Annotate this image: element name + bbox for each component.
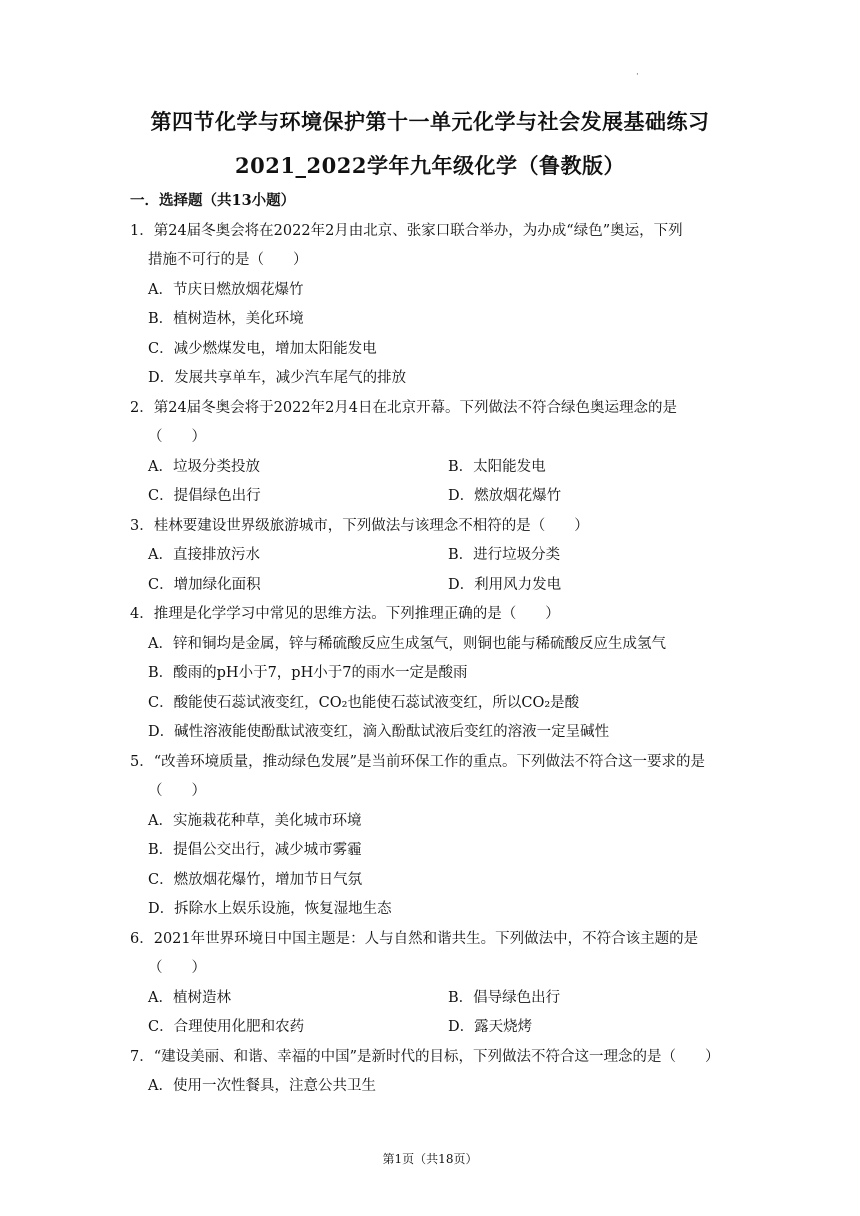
q1-option-d: D．发展共享单车，减少汽车尾气的排放 [148,370,407,386]
question-3-line-1: 3．桂林要建设世界级旅游城市，下列做法与该理念不相符的是（ ） [130,518,589,534]
question-5-line-2: （ ） [148,783,206,799]
q3-option-c: C．增加绿化面积 [148,577,261,593]
q5-option-c: C．燃放烟花爆竹，增加节日气氛 [148,872,363,888]
title-line-1: 第四节化学与环境保护第十一单元化学与社会发展基础练习 [150,109,710,134]
title-line-2: 2021_2022学年九年级化学（鲁教版） [235,153,625,178]
question-6-line-2: （ ） [148,960,206,976]
q4-option-a: A．锌和铜均是金属，锌与稀硫酸反应生成氢气，则铜也能与稀硫酸反应生成氢气 [148,636,666,652]
q2-option-c: C．提倡绿色出行 [148,488,261,504]
q6-option-d: D．露天烧烤 [448,1019,533,1035]
q1-option-b: B．植树造林，美化环境 [148,311,304,327]
section-heading: 一．选择题（共13小题） [130,192,296,209]
q5-option-d: D．拆除水上娱乐设施，恢复湿地生态 [148,901,392,917]
q7-option-a: A．使用一次性餐具，注意公共卫生 [148,1078,376,1094]
question-7-line-1: 7．“建设美丽、和谐、幸福的中国”是新时代的目标，下列做法不符合这一理念的是（ ） [130,1049,720,1065]
page-footer: 第1页（共18页） [382,1152,478,1166]
q6-option-c: C．合理使用化肥和农药 [148,1019,305,1035]
q6-option-a: A．植树造林 [148,990,231,1006]
q4-option-d: D．碱性溶液能使酚酞试液变红，滴入酚酞试液后变红的溶液一定呈碱性 [148,724,610,740]
q2-option-a: A．垃圾分类投放 [148,459,260,475]
q4-option-b: B．酸雨的pH小于7，pH小于7的雨水一定是酸雨 [148,665,468,681]
q6-option-b: B．倡导绿色出行 [448,990,561,1006]
q2-option-b: B．太阳能发电 [448,459,546,475]
q1-option-a: A．节庆日燃放烟花爆竹 [148,282,304,298]
question-1-line-2: 措施不可行的是（ ） [148,252,308,268]
header-dot: · [636,70,639,80]
question-1-line-1: 1．第24届冬奥会将在2022年2月由北京、张家口联合举办，为办成“绿色”奥运，下列 [130,223,683,239]
q1-option-c: C．减少燃煤发电，增加太阳能发电 [148,341,377,357]
q3-option-d: D．利用风力发电 [448,577,562,593]
question-6-line-1: 6．2021年世界环境日中国主题是：人与自然和谐共生。下列做法中，不符合该主题的是 [130,931,699,947]
q3-option-b: B．进行垃圾分类 [448,547,561,563]
q2-option-d: D．燃放烟花爆竹 [448,488,562,504]
question-5-line-1: 5．“改善环境质量，推动绿色发展”是当前环保工作的重点。下列做法不符合这一要求的是 [130,754,706,770]
question-2-line-1: 2．第24届冬奥会将于2022年2月4日在北京开幕。下列做法不符合绿色奥运理念的是 [130,400,678,416]
q5-option-b: B．提倡公交出行，减少城市雾霾 [148,842,362,858]
q5-option-a: A．实施栽花种草，美化城市环境 [148,813,362,829]
q4-option-c: C．酸能使石蕊试液变红，CO₂也能使石蕊试液变红，所以CO₂是酸 [148,695,580,711]
q3-option-a: A．直接排放污水 [148,547,260,563]
question-2-line-2: （ ） [148,429,206,445]
question-4-line-1: 4．推理是化学学习中常见的思维方法。下列推理正确的是（ ） [130,606,560,622]
